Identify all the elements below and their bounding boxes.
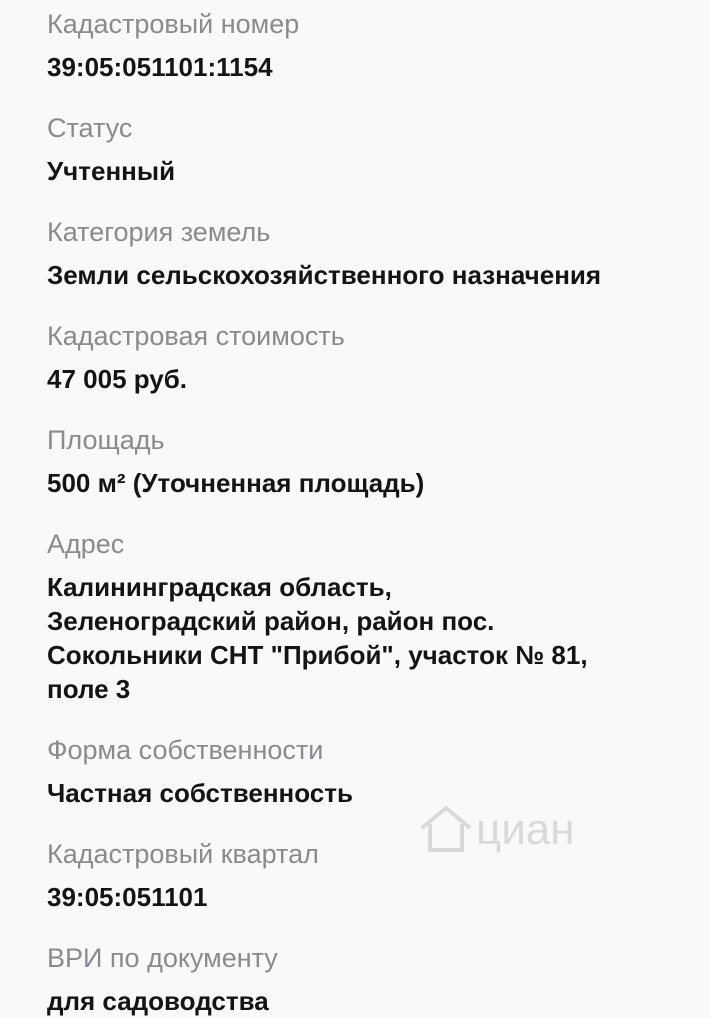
cadastral-cost-label: Кадастровая стоимость bbox=[47, 321, 345, 351]
status-field bbox=[47, 111, 687, 188]
cadastral-quarter-label: Кадастровый квартал bbox=[47, 839, 319, 869]
land-category-label: Категория земель bbox=[47, 217, 271, 247]
cadastral-number-field bbox=[47, 7, 687, 84]
ownership-form-value: Частная собственность bbox=[47, 778, 353, 808]
property-details-list bbox=[47, 0, 687, 1018]
status-label: Статус bbox=[47, 113, 133, 143]
ownership-form-label: Форма собственности bbox=[47, 735, 324, 765]
address-field bbox=[47, 527, 687, 706]
permitted-use-value: для садоводства bbox=[47, 986, 269, 1016]
cadastral-cost-value: 47 005 руб. bbox=[47, 364, 188, 394]
permitted-use-label: ВРИ по документу bbox=[47, 943, 278, 973]
address-label: Адрес bbox=[47, 529, 125, 559]
address-value: Калининградская область, Зеленоградский район, район пос. Сокольники СНТ "Прибой", участок № 81, поле 3 bbox=[47, 572, 588, 704]
area-label: Площадь bbox=[47, 425, 165, 455]
cadastral-quarter-value: 39:05:051101 bbox=[47, 882, 208, 912]
watermark-text: циан bbox=[476, 805, 575, 854]
ownership-form-field bbox=[47, 733, 687, 810]
permitted-use-field bbox=[47, 941, 687, 1018]
cadastral-quarter-field bbox=[47, 837, 687, 914]
cadastral-number-label: Кадастровый номер bbox=[47, 9, 300, 39]
land-category-field bbox=[47, 215, 687, 292]
area-field bbox=[47, 423, 687, 500]
cadastral-number-value: 39:05:051101:1154 bbox=[47, 52, 273, 82]
cadastral-cost-field bbox=[47, 319, 687, 396]
status-value: Учтенный bbox=[47, 156, 176, 186]
land-category-value: Земли сельскохозяйственного назначения bbox=[47, 260, 602, 290]
area-value: 500 м² (Уточненная площадь) bbox=[47, 468, 425, 498]
